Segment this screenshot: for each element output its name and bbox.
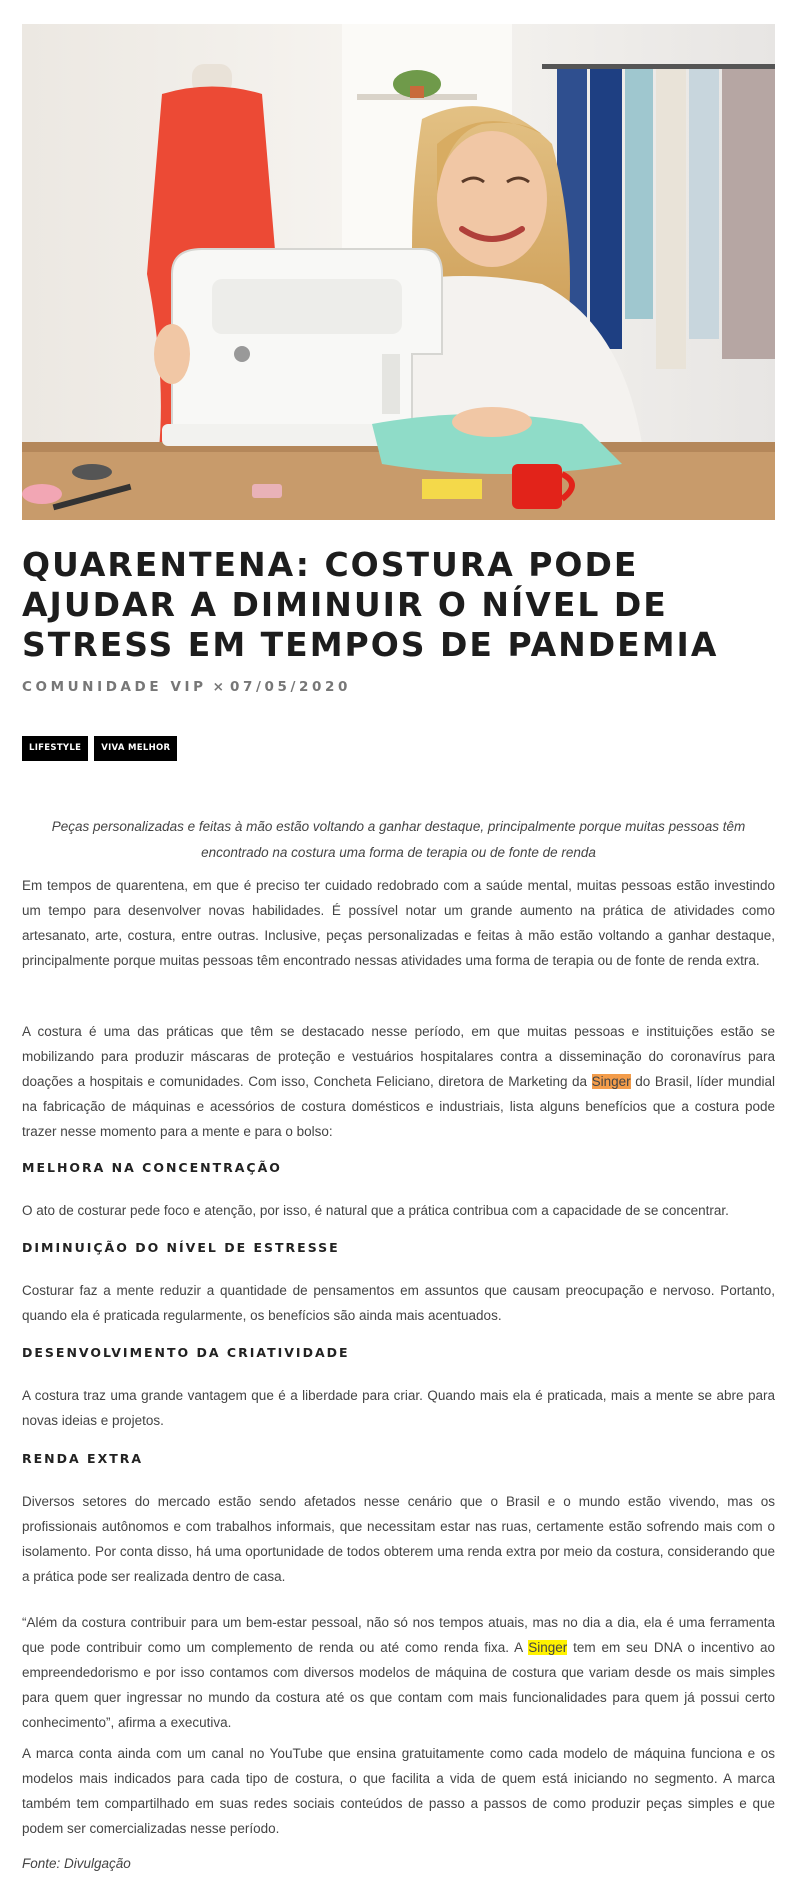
meta-separator: ×: [212, 679, 224, 695]
tag-viva-melhor[interactable]: VIVA MELHOR: [94, 736, 177, 761]
brand-highlight: Singer: [528, 1640, 568, 1655]
image-credit: Fonte: Divulgação: [22, 1856, 131, 1871]
paragraph-youtube: A marca conta ainda com um canal no YouTube que ensina gratuitamente como cada modelo de máquina funciona e os modelos mais indicados para cada tipo de costura, o que facilita a vida de quem está iniciando no segmento. A marca também tem compartilhado em suas redes sociais conteúdos de passo a passos de como produzir peças simples e que podem ser comercializadas nesse período.: [22, 1746, 775, 1836]
paragraph-intro: Em tempos de quarentena, em que é preciso ter cuidado redobrado com a saúde mental, muitas pessoas estão investindo um tempo para desenvolver novas habilidades. É possível notar um grande aumento na prática de atividades como artesanato, arte, costura, entre outras. Inclusive, peças personalizadas e feitas à mão estão voltando a ganhar destaque, principalmente porque muitas pessoas têm encontrado nessas atividades uma forma de terapia ou de fonte de renda extra.: [22, 878, 775, 968]
section-heading-criatividade: DESENVOLVIMENTO DA CRIATIVIDADE: [22, 1345, 350, 1360]
section-heading-estresse: DIMINUIÇÃO DO NÍVEL DE ESTRESSE: [22, 1240, 340, 1255]
paragraph-singer: [22, 1019, 775, 1144]
paragraph-estresse: Costurar faz a mente reduzir a quantidade de pensamentos em assuntos que causam preocupação e nervoso. Portanto, quando ela é praticada regularmente, os benefícios são ainda mais acentuados.: [22, 1283, 775, 1323]
paragraph-quote: [22, 1610, 775, 1735]
sewing-woman-illustration: [22, 24, 775, 520]
paragraph-text: “Além da costura contribuir para um bem-estar pessoal, não só nos tempos atuais, mas no dia a dia, ela é uma ferramenta que pode contribuir como um complemento de renda ou até como renda fixa. A: [22, 1615, 775, 1655]
tag-lifestyle[interactable]: LIFESTYLE: [22, 736, 88, 761]
article-meta: [22, 679, 351, 695]
paragraph-text: A costura é uma das práticas que têm se destacado nesse período, em que muitas pessoas e instituições estão se mobilizando para produzir máscaras de proteção e vestuários hospitalares contra a disseminação do coronavírus para doações a hospitais e comunidades. Com isso, Concheta Feliciano, diretora de Marketing da: [22, 1024, 775, 1089]
paragraph-renda-extra: Diversos setores do mercado estão sendo afetados nesse cenário que o Brasil e o mundo estão vivendo, mas os profissionais autônomos e com trabalhos informais, que necessitam estar nas ruas, certamente estão sofrendo mais com o isolamento. Por conta disso, há uma oportunidade de todos obterem uma renda extra por meio da costura, considerando que a prática pode ser realizada dentro de casa.: [22, 1494, 775, 1584]
hero-image: [22, 24, 775, 520]
section-heading-renda-extra: RENDA EXTRA: [22, 1451, 144, 1466]
paragraph-text: tem em seu DNA o incentivo ao empreendedorismo e por isso contamos com diversos modelos de máquina de costura que variam desde os mais simples para quem quer ingressar no mundo da costura até os que contam com mais funcionalidades para quem já possui certo conhecimento”, afirma a executiva.: [22, 1640, 775, 1730]
brand-highlight: Singer: [591, 1074, 631, 1089]
tag-list: [22, 736, 177, 761]
paragraph-criatividade: A costura traz uma grande vantagem que é a liberdade para criar. Quando mais ela é praticada, mais a mente se abre para novas ideias e projetos.: [22, 1388, 775, 1428]
article-title: QUARENTENA: COSTURA PODE AJUDAR A DIMINUIR O NÍVEL DE STRESS EM TEMPOS DE PANDEMIA: [22, 545, 719, 664]
article-lede: Peças personalizadas e feitas à mão estão voltando a ganhar destaque, principalmente porque muitas pessoas têm encontrado na costura uma forma de terapia ou de fonte de renda: [51, 819, 746, 860]
paragraph-text: do Brasil, líder mundial na fabricação de máquinas e acessórios de costura domésticos e industriais, lista alguns benefícios que a costura pode trazer nesse momento para a mente e para o bolso:: [22, 1074, 775, 1139]
article-date: 07/05/2020: [229, 679, 351, 695]
author-link[interactable]: COMUNIDADE VIP: [22, 679, 207, 695]
section-heading-concentracao: MELHORA NA CONCENTRAÇÃO: [22, 1160, 282, 1175]
paragraph-concentracao: O ato de costurar pede foco e atenção, por isso, é natural que a prática contribua com a capacidade de se concentrar.: [22, 1203, 729, 1218]
